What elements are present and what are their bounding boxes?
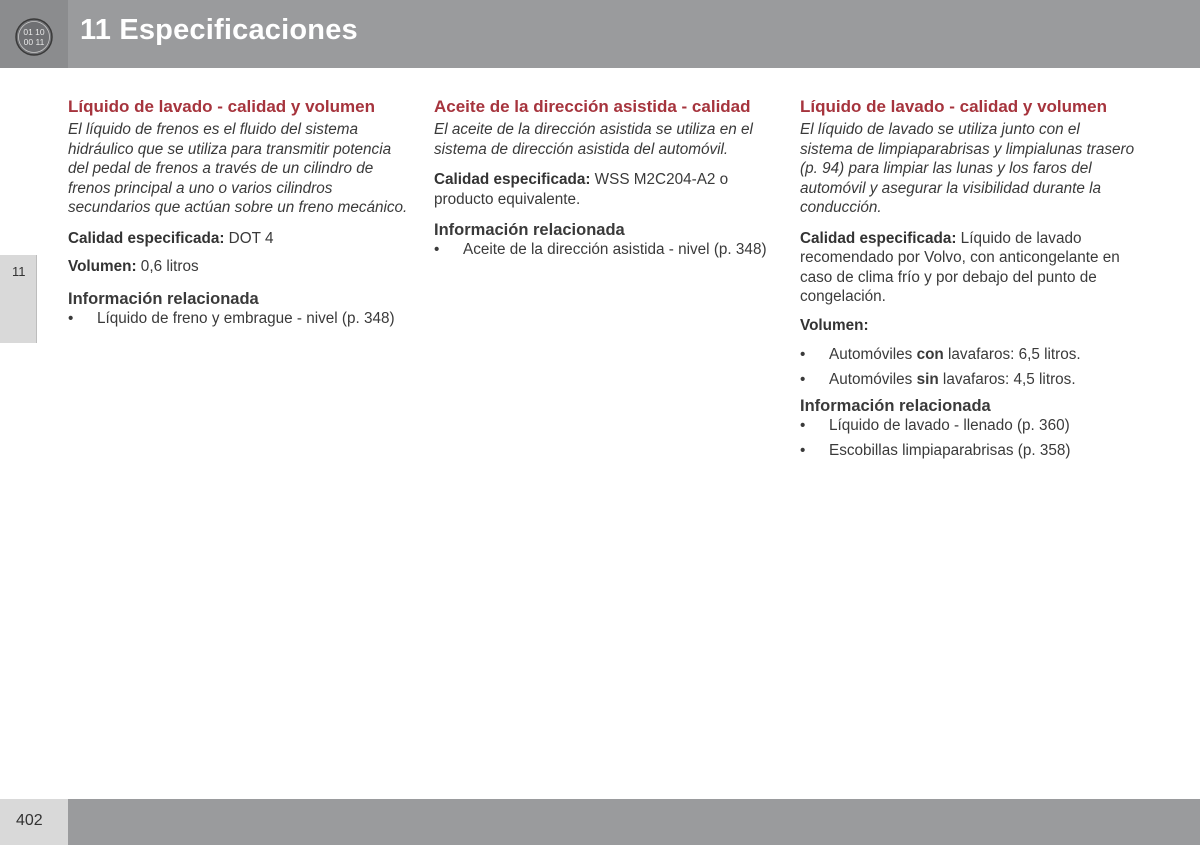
section-title: Aceite de la dirección asistida - calidad [434,97,751,116]
chapter-badge-icon [14,17,54,57]
bullet-icon: • [800,417,806,434]
related-link-item[interactable] [800,441,1135,461]
quality-label: Calidad especificada: [434,171,591,188]
quality-label: Calidad especificada: [800,229,957,247]
volume-item-pre: Automóviles [829,370,917,388]
related-info-list [68,309,408,329]
volume-item-bold: sin [916,370,939,388]
related-link-item[interactable] [800,416,1135,436]
quality-value: DOT 4 [224,229,274,247]
bullet-icon: • [68,309,74,327]
section-intro: El líquido de frenos es el fluido del sistema hidráulico que se utiliza para transmitir potencia del pedal de frenos a través de un cilindro de frenos principal a uno o varios cilindros secundarios que actúan sobre un freno mecánico. [68,121,408,216]
quality-value: WSS M2C204-A2 o producto equivalente. [434,171,729,208]
volume-item-post: lavafaros: 4,5 litros. [938,370,1076,388]
volume-label: Volumen: [68,258,137,275]
quality-spec [434,170,774,209]
related-link-text[interactable]: Líquido de lavado - llenado (p. 360) [829,417,1070,434]
bullet-icon: • [800,441,806,459]
related-link-item[interactable] [434,240,774,260]
related-info-list [434,240,774,260]
quality-spec [68,229,408,249]
badge-line-2: 00 11 [23,37,45,47]
volume-item [800,345,1135,365]
page-number: 402 [16,812,43,829]
related-info-heading: Información relacionada [434,221,625,239]
volume-list [800,345,1135,389]
section-title: Líquido de lavado - calidad y volumen [68,97,375,116]
section-intro: El líquido de lavado se utiliza junto con el sistema de limpiaparabrisas y limpialunas trasero (p. 94) para limpiar las lunas y los faros del automóvil y asegurar la visibilidad durante la conducción. [800,121,1135,216]
bullet-icon: • [434,241,440,258]
related-link-item[interactable] [68,309,408,329]
quality-spec [800,229,1135,307]
related-info-heading: Información relacionada [800,397,991,415]
related-info-list [800,416,1135,460]
bullet-icon: • [800,346,806,363]
related-link-text[interactable]: Líquido de freno y embrague - nivel (p. 348) [97,309,395,327]
related-info-heading: Información relacionada [68,289,259,308]
badge-line-1: 01 10 [23,27,45,37]
volume-spec [68,257,408,277]
volume-value: 0,6 litros [136,258,199,275]
volume-label: Volumen: [800,316,869,334]
quality-label: Calidad especificada: [68,229,225,247]
bullet-icon: • [800,370,806,388]
column-washer-fluid [800,96,1135,465]
related-link-text[interactable]: Aceite de la dirección asistida - nivel (p. 348) [463,241,767,258]
column-power-steering [434,96,774,265]
volume-item-post: lavafaros: 6,5 litros. [943,346,1081,363]
quality-value: Líquido de lavado recomendado por Volvo, con anticongelante en caso de clima frío y por debajo del punto de congelación. [800,229,1120,305]
volume-item-bold: con [916,346,944,363]
chapter-side-tab-label: 11 [12,264,26,279]
section-title: Líquido de lavado - calidad y volumen [800,97,1107,116]
volume-spec [800,316,1135,336]
page-title: 11 Especificaciones [80,14,358,46]
volume-item [800,370,1135,390]
section-intro: El aceite de la dirección asistida se utiliza en el sistema de dirección asistida del automóvil. [434,121,753,158]
volume-item-pre: Automóviles [829,346,917,363]
footer-bar [68,799,1200,845]
related-link-text[interactable]: Escobillas limpiaparabrisas (p. 358) [829,441,1071,459]
column-brake-fluid [68,96,408,333]
